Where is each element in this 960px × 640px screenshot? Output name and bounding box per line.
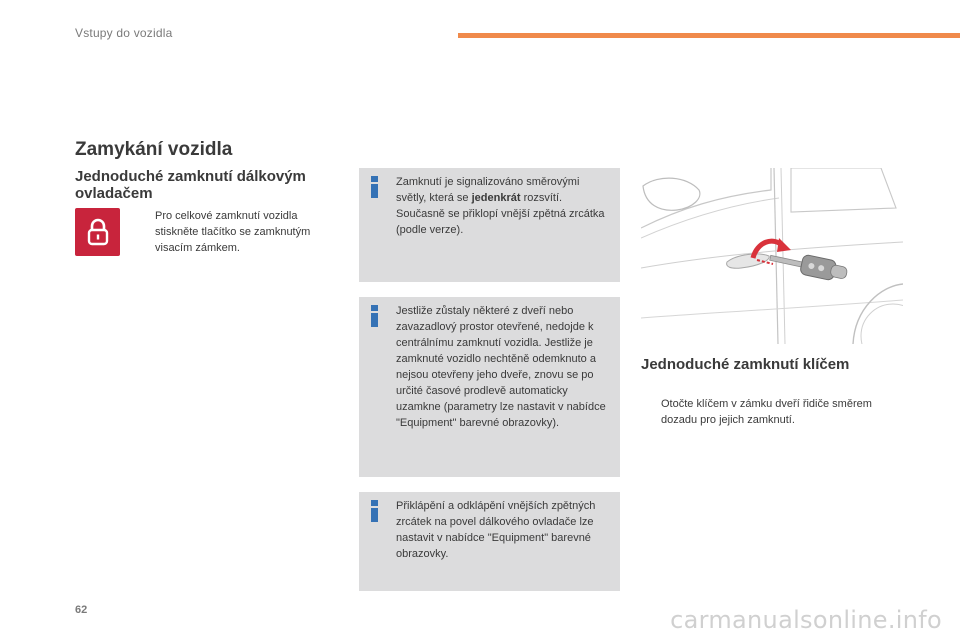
page-number: 62 bbox=[75, 604, 88, 616]
info-box-text: Zamknutí je signalizováno směrovými světly, která se jedenkrát rozsvítí. Současně se přiklopí vnější zpětná zrcátka (podle verze). bbox=[396, 176, 605, 236]
padlock-closed-icon bbox=[85, 217, 111, 247]
key-lock-instruction bbox=[641, 396, 911, 428]
remote-lock-instruction bbox=[135, 208, 335, 256]
remote-lock-section-title: Jednoduché zamknutí dálkovým ovladačem bbox=[75, 168, 306, 202]
lock-button-illustration bbox=[75, 208, 120, 256]
info-box-signalization bbox=[359, 168, 620, 282]
info-icon bbox=[371, 176, 378, 198]
watermark: carmanualsonline.info bbox=[670, 606, 942, 634]
page-title: Zamykání vozidla bbox=[75, 139, 233, 160]
info-box-auto-relock bbox=[359, 297, 620, 477]
remote-lock-instruction-text: Pro celkové zamknutí vozidla stiskněte tlačítko se zamknutým visacím zámkem. bbox=[155, 210, 311, 254]
key-lock-section-title: Jednoduché zamknutí klíčem bbox=[641, 356, 850, 373]
info-icon bbox=[371, 305, 378, 327]
car-door-key-illustration bbox=[641, 168, 903, 344]
header-accent-bar bbox=[458, 33, 960, 38]
header-section-title: Vstupy do vozidla bbox=[75, 26, 173, 40]
info-box-text: Přiklápění a odklápění vnějších zpětných zrcátek na povel dálkového ovladače lze nastavit v nabídce "Equipment" barevné obrazovky. bbox=[396, 500, 596, 560]
info-box-mirrors bbox=[359, 492, 620, 591]
key-lock-instruction-text: Otočte klíčem v zámku dveří řidiče směrem dozadu pro jejich zamknutí. bbox=[661, 398, 872, 426]
info-box-text: Jestliže zůstaly některé z dveří nebo zavazadlový prostor otevřené, nedojde k centrálnímu zamknutí vozidla. Jestliže je zamknuté vozidlo nechtěně odemknuto a nejsou otevřeny jeho dveře, znovu se po určité časové prodlevě automaticky uzamkne (parametry lze nastavit v nabídce "Equipment" barevné obrazovky). bbox=[396, 305, 606, 429]
info-icon bbox=[371, 500, 378, 522]
